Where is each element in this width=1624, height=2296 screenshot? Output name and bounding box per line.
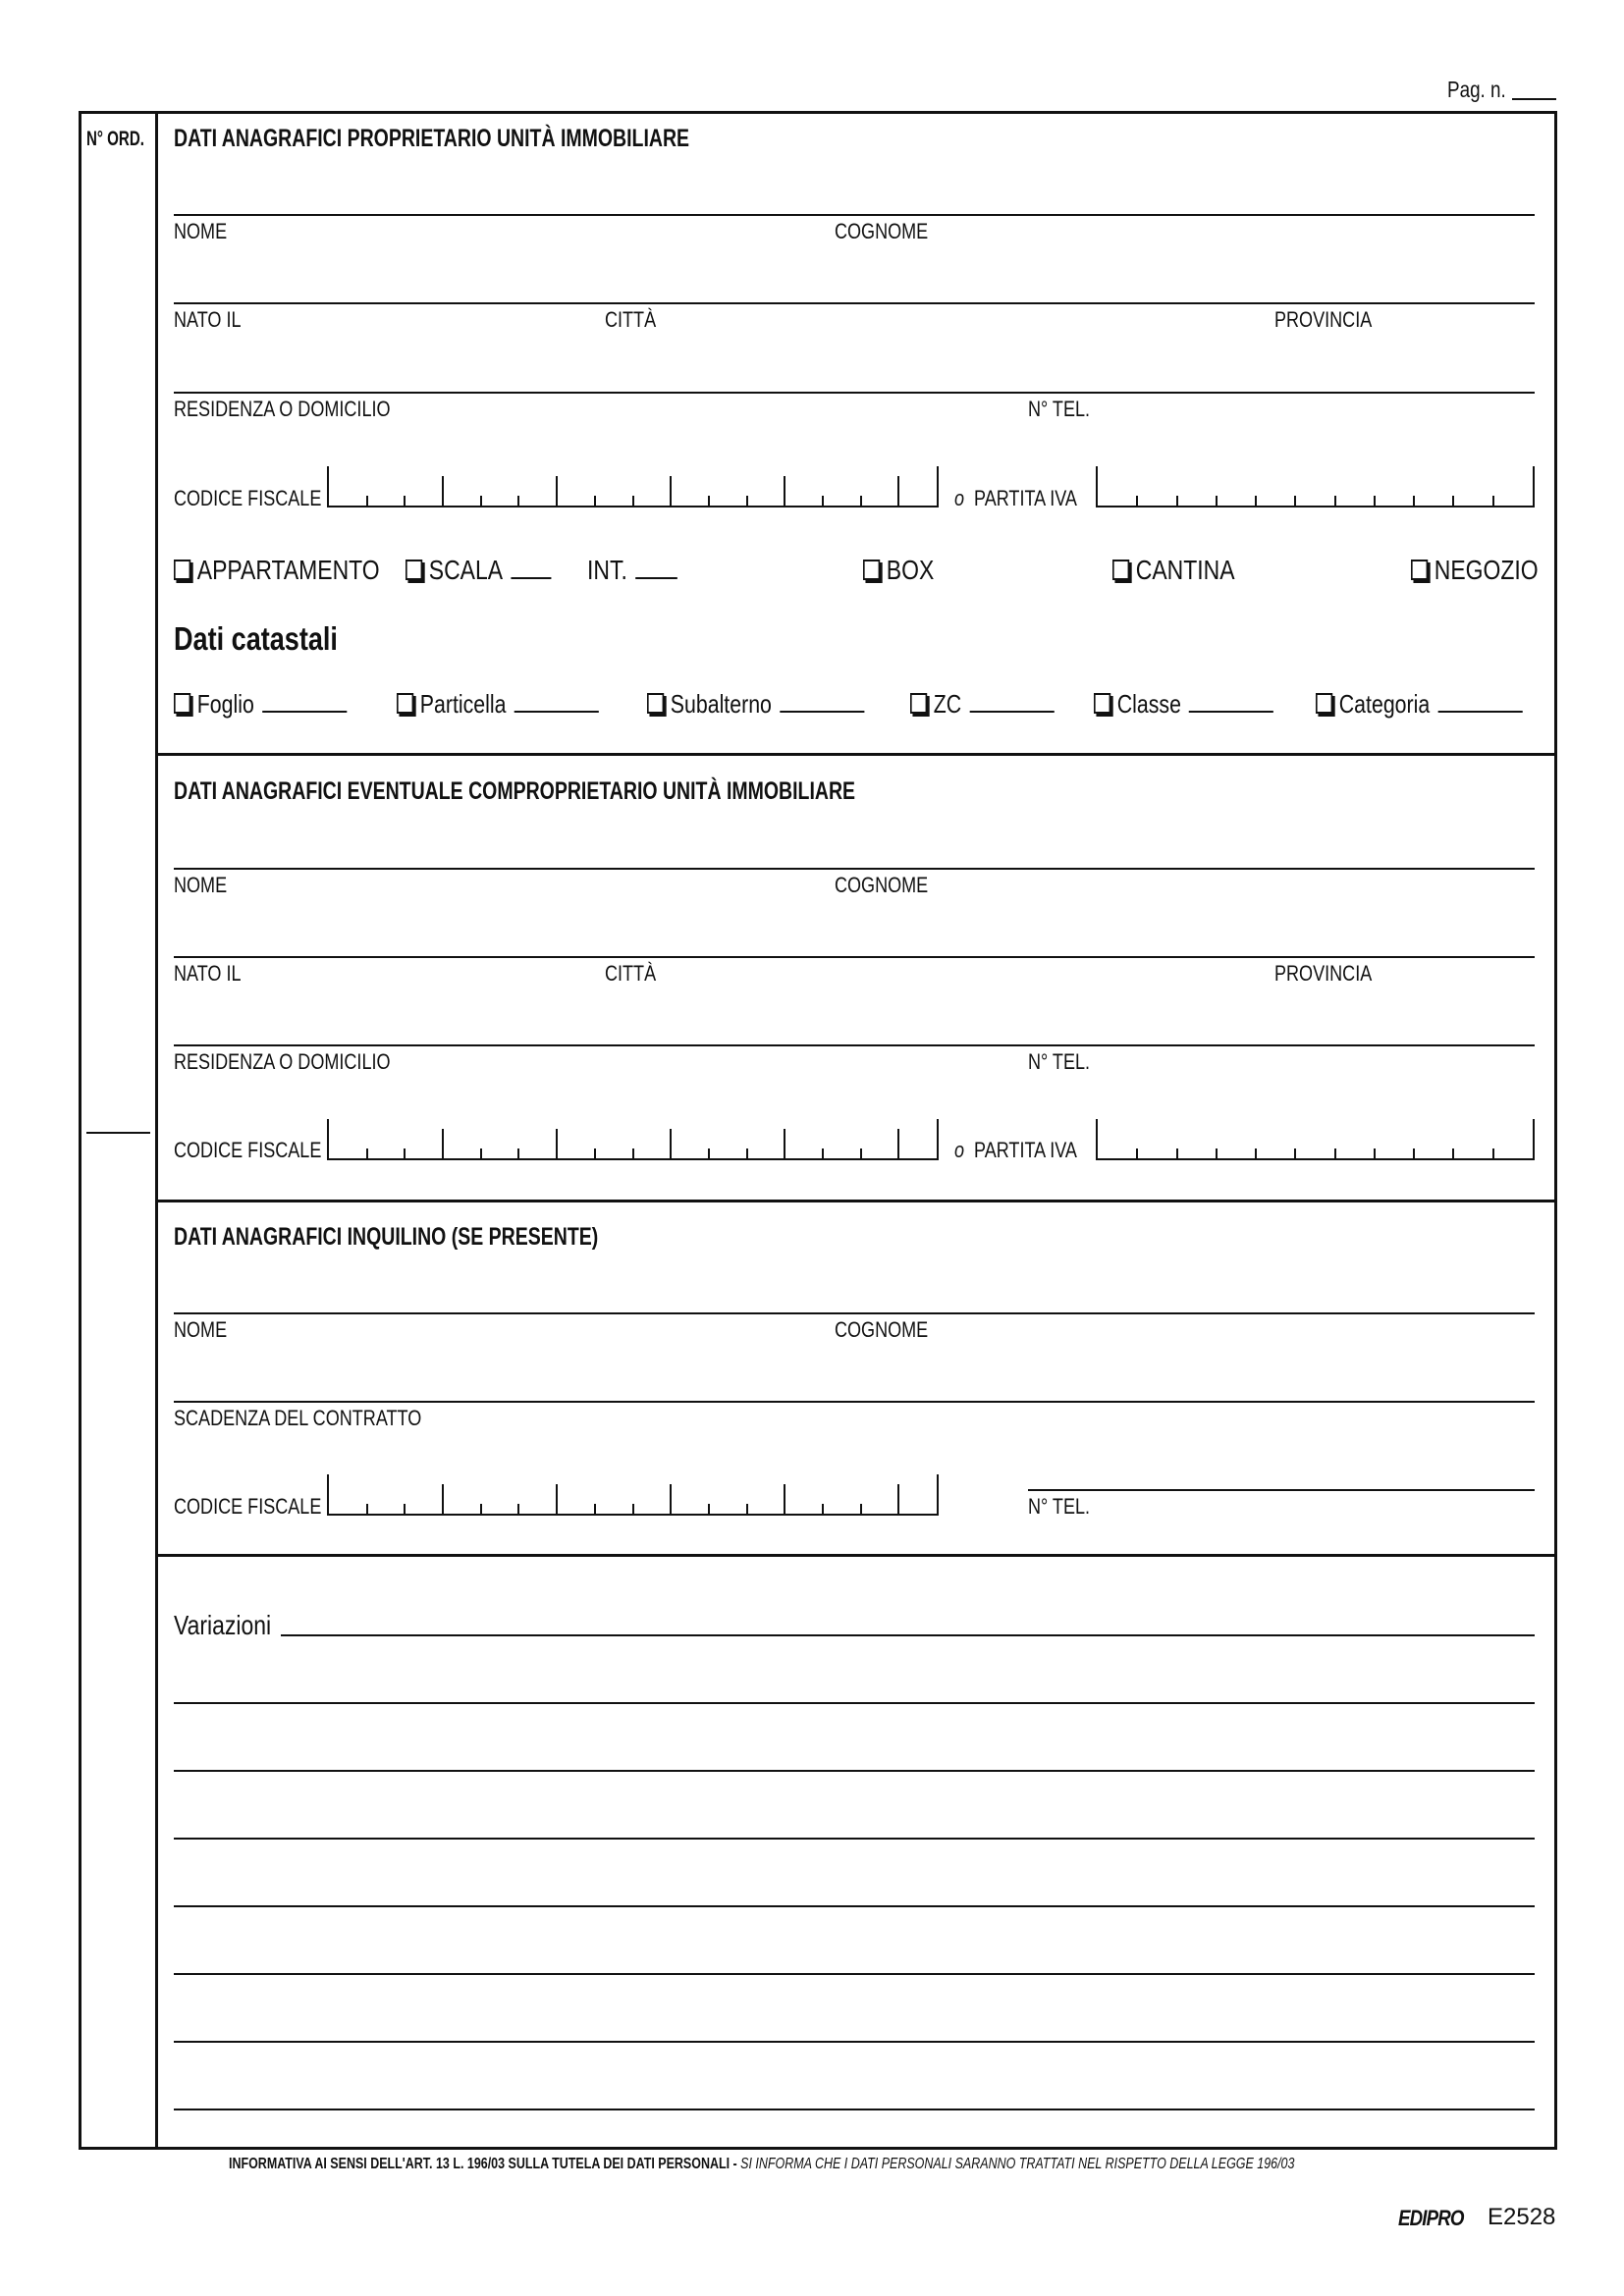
tick-mark (897, 1484, 899, 1514)
foglio-field[interactable]: Foglio (174, 689, 347, 720)
tick-mark (897, 476, 899, 506)
coowner-nato-il-label: NATO IL (174, 961, 242, 986)
tick-mark (860, 496, 862, 506)
tick-mark (404, 496, 406, 506)
tick-mark (708, 1504, 710, 1514)
tick-mark (404, 1504, 406, 1514)
page-number-field[interactable] (1512, 98, 1556, 100)
tick-mark (1452, 1148, 1454, 1158)
checkbox-icon[interactable] (863, 560, 880, 580)
classe-field[interactable]: Classe (1094, 689, 1273, 720)
tenant-nome-label: NOME (174, 1317, 228, 1342)
tenant-nome-cognome-line[interactable] (174, 1312, 1535, 1314)
owner-o-label: o (954, 486, 965, 510)
owner-codice-fiscale-field[interactable] (327, 466, 939, 507)
coowner-citta-label: CITTÀ (605, 961, 657, 986)
tick-mark (480, 496, 482, 506)
tick-mark (708, 496, 710, 506)
tenant-tel-label: N° TEL. (1028, 1494, 1091, 1519)
tick-mark (1334, 496, 1336, 506)
tick-mark (442, 476, 444, 506)
tick-mark (517, 1504, 519, 1514)
tick-mark (1374, 496, 1376, 506)
variazioni-line[interactable] (174, 2109, 1535, 2110)
owner-partita-iva-field[interactable] (1096, 466, 1535, 507)
privacy-notice-italic: SI INFORMA CHE I DATI PERSONALI SARANNO TRATTATI NEL RISPETTO DELLA LEGGE 196/03 (740, 2156, 1295, 2172)
tick-mark (480, 1148, 482, 1158)
variazioni-line[interactable] (174, 1838, 1535, 1840)
tick-mark (822, 1504, 824, 1514)
tick-mark (784, 1484, 785, 1514)
checkbox-icon[interactable] (1112, 560, 1129, 580)
tenant-codice-fiscale-field[interactable] (327, 1474, 939, 1516)
owner-citta-label: CITTÀ (605, 307, 657, 332)
tick-mark (556, 476, 558, 506)
tick-mark (708, 1148, 710, 1158)
tick-mark (556, 1484, 558, 1514)
section-divider (155, 1554, 1557, 1557)
checkbox-icon[interactable] (1094, 693, 1110, 714)
tick-mark (1294, 496, 1296, 506)
checkbox-icon[interactable] (1316, 693, 1332, 714)
tick-mark (746, 496, 748, 506)
coowner-nome-label: NOME (174, 873, 228, 897)
checkbox-icon[interactable] (406, 560, 422, 580)
owner-tel-label: N° TEL. (1028, 397, 1091, 421)
tick-mark (822, 496, 824, 506)
tick-mark (860, 1148, 862, 1158)
owner-cognome-label: COGNOME (835, 219, 929, 243)
checkbox-icon[interactable] (1411, 560, 1428, 580)
tick-mark (366, 496, 368, 506)
checkbox-icon[interactable] (910, 693, 927, 714)
checkbox-icon[interactable] (174, 560, 190, 580)
ord-mark (86, 1132, 150, 1134)
tick-mark (670, 1484, 672, 1514)
zc-field[interactable]: ZC (910, 689, 1055, 720)
coowner-nome-cognome-line[interactable] (174, 868, 1535, 870)
tick-mark (822, 1148, 824, 1158)
tick-mark (517, 1148, 519, 1158)
tenant-cognome-label: COGNOME (835, 1317, 929, 1342)
owner-section-title: DATI ANAGRAFICI PROPRIETARIO UNITÀ IMMOBILIARE (174, 125, 690, 152)
tick-mark (1334, 1148, 1336, 1158)
tick-mark (897, 1129, 899, 1158)
tick-mark (746, 1148, 748, 1158)
coowner-provincia-label: PROVINCIA (1274, 961, 1373, 986)
tick-mark (784, 1129, 785, 1158)
tick-mark (594, 496, 596, 506)
coowner-nascita-line[interactable] (174, 956, 1535, 958)
tick-mark (594, 1148, 596, 1158)
tick-mark (594, 1504, 596, 1514)
tick-mark (1492, 1148, 1494, 1158)
product-code: E2528 (1488, 2204, 1556, 2230)
coowner-codice-fiscale-label: CODICE FISCALE (174, 1138, 322, 1162)
tick-mark (1374, 1148, 1376, 1158)
catasto-title: Dati catastali (174, 620, 338, 657)
owner-nascita-line[interactable] (174, 302, 1535, 304)
tick-mark (670, 1129, 672, 1158)
tick-mark (1136, 1148, 1138, 1158)
tick-mark (632, 496, 634, 506)
coowner-cognome-label: COGNOME (835, 873, 929, 897)
subalterno-field[interactable]: Subalterno (647, 689, 864, 720)
checkbox-icon[interactable] (397, 693, 413, 714)
tick-mark (632, 1148, 634, 1158)
categoria-field[interactable]: Categoria (1316, 689, 1523, 720)
appartamento-option[interactable]: APPARTAMENTO (174, 555, 380, 586)
tick-mark (746, 1504, 748, 1514)
tick-mark (1216, 496, 1218, 506)
coowner-o-label: o (954, 1138, 965, 1162)
variazioni-line[interactable] (174, 1905, 1535, 1907)
owner-residenza-line[interactable] (174, 392, 1535, 394)
tick-mark (556, 1129, 558, 1158)
negozio-option[interactable]: NEGOZIO (1411, 555, 1539, 586)
tick-mark (517, 496, 519, 506)
ord-label: N° ORD. (86, 128, 144, 150)
coowner-partita-iva-label: PARTITA IVA (974, 1138, 1077, 1162)
tick-mark (1176, 1148, 1178, 1158)
tick-mark (670, 476, 672, 506)
owner-residenza-label: RESIDENZA O DOMICILIO (174, 397, 391, 421)
checkbox-icon[interactable] (647, 693, 664, 714)
tick-mark (1294, 1148, 1296, 1158)
box-option[interactable]: BOX (863, 555, 934, 586)
coowner-section-title: DATI ANAGRAFICI EVENTUALE COMPROPRIETARIO UNITÀ IMMOBILIARE (174, 777, 856, 805)
cantina-option[interactable]: CANTINA (1112, 555, 1235, 586)
variazioni-label: Variazioni (174, 1610, 272, 1640)
page-number-label: Pag. n. (1447, 77, 1506, 102)
tick-mark (366, 1504, 368, 1514)
owner-nome-cognome-line[interactable] (174, 214, 1535, 216)
coowner-residenza-line[interactable] (174, 1044, 1535, 1046)
privacy-notice (229, 2156, 1294, 2173)
variazioni-line[interactable] (174, 1770, 1535, 1772)
tenant-scadenza-line[interactable] (174, 1401, 1535, 1403)
tenant-codice-fiscale-label: CODICE FISCALE (174, 1494, 322, 1519)
privacy-notice-bold: INFORMATIVA AI SENSI DELL'ART. 13 L. 196/03 SULLA TUTELA DEI DATI PERSONALI - (229, 2156, 741, 2172)
tick-mark (442, 1129, 444, 1158)
variazioni-line[interactable] (281, 1634, 1535, 1636)
tick-mark (1492, 496, 1494, 506)
coowner-residenza-label: RESIDENZA O DOMICILIO (174, 1049, 391, 1074)
tick-mark (784, 476, 785, 506)
brand-logo: EDIPRO (1398, 2206, 1464, 2230)
tick-mark (480, 1504, 482, 1514)
tenant-tel-line[interactable] (1028, 1489, 1535, 1491)
ord-column-divider (155, 111, 158, 2150)
checkbox-icon[interactable] (174, 693, 190, 714)
section-divider (155, 1200, 1557, 1202)
owner-nome-label: NOME (174, 219, 228, 243)
tick-mark (1413, 496, 1415, 506)
variazioni-line[interactable] (174, 1702, 1535, 1704)
coowner-tel-label: N° TEL. (1028, 1049, 1091, 1074)
section-divider (155, 753, 1557, 756)
tick-mark (1452, 496, 1454, 506)
owner-partita-iva-label: PARTITA IVA (974, 486, 1077, 510)
tick-mark (1413, 1148, 1415, 1158)
variazioni-line[interactable] (174, 2041, 1535, 2043)
coowner-codice-fiscale-field[interactable] (327, 1119, 939, 1160)
variazioni-line[interactable] (174, 1973, 1535, 1975)
tick-mark (860, 1504, 862, 1514)
tick-mark (1216, 1148, 1218, 1158)
tick-mark (404, 1148, 406, 1158)
tick-mark (632, 1504, 634, 1514)
tick-mark (366, 1148, 368, 1158)
tick-mark (1176, 496, 1178, 506)
owner-codice-fiscale-label: CODICE FISCALE (174, 486, 322, 510)
owner-provincia-label: PROVINCIA (1274, 307, 1373, 332)
tick-mark (1136, 496, 1138, 506)
scala-option[interactable]: SCALA (406, 555, 551, 586)
tick-mark (442, 1484, 444, 1514)
tick-mark (1255, 1148, 1257, 1158)
tenant-scadenza-label: SCADENZA DEL CONTRATTO (174, 1406, 422, 1430)
int-field[interactable]: INT. (587, 555, 677, 586)
tenant-section-title: DATI ANAGRAFICI INQUILINO (SE PRESENTE) (174, 1223, 599, 1251)
coowner-partita-iva-field[interactable] (1096, 1119, 1535, 1160)
tick-mark (1255, 496, 1257, 506)
owner-nato-il-label: NATO IL (174, 307, 242, 332)
particella-field[interactable]: Particella (397, 689, 599, 720)
